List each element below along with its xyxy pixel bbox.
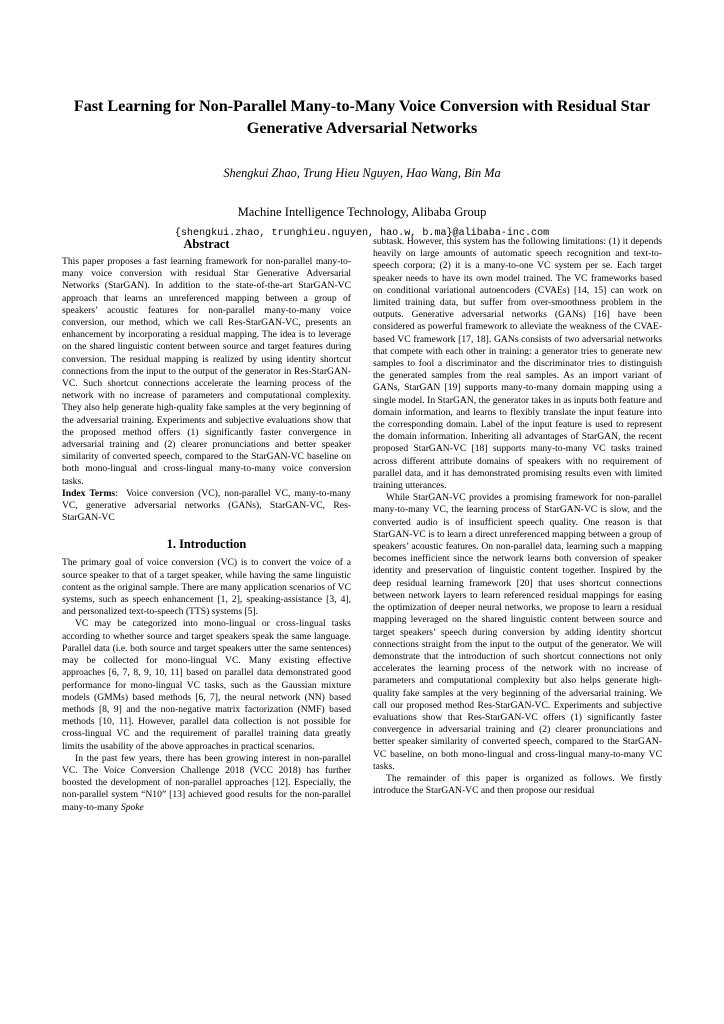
- left-column: [62, 236, 351, 916]
- intro-paragraph-1: The primary goal of voice conversion (VC) is to convert the voice of a source speaker to that of a target speaker, while having the same linguistic content as the original sample. There are many application scenarios of VC systems, such as speech enhancement [1, 2], speaking-assistance [3, 4], and personalized text-to-speech (TTS) systems [5].: [62, 557, 351, 618]
- intro-paragraph-5: The remainder of this paper is organized as follows. We firstly introduce the StarGAN-VC and then propose our residual: [373, 772, 662, 797]
- index-terms: [62, 488, 351, 525]
- right-column: [373, 236, 662, 916]
- intro-paragraph-3-left: [62, 753, 351, 814]
- abstract-text: This paper proposes a fast learning framework for non-parallel many-to-many voice conversion with residual Star Generative Adversarial Networks (StarGAN). In addition to the state-of-the-art StarGAN-VC approach that learns an unreferenced mapping between a group of speakers’ acoustic features for non-parallel many-to-many voice conversion, our method, which we call Res-StarGAN-VC, presents an enhancement by incorporating a residual mapping. The idea is to leverage on the shared linguistic content between source and target features during conversion. The residual mapping is realized by using identity shortcut connections from the input to the output of the generator in Res-StarGAN-VC. Such shortcut connections accelerate the learning process of the network with no increase of parameters and computational complexity. They also help generate high-quality fake samples at the very beginning of the adversarial training. Experiments and subjective evaluations show that the proposed method offers (1) significantly faster convergence in adversarial training and (2) clearer pronunciations and better speaker similarity of converted speech, compared to the StarGAN-VC baseline on both mono-lingual and cross-lingual many-to-many voice conversion tasks.: [62, 256, 351, 487]
- spoke-italic: Spoke: [120, 801, 144, 813]
- index-terms-label: Index Terms: [62, 487, 116, 499]
- paper-header: [62, 96, 662, 241]
- abstract-heading: Abstract: [183, 237, 230, 251]
- body-columns: [62, 236, 662, 916]
- page-title: Fast Learning for Non-Parallel Many-to-Many Voice Conversion with Residual Star Generative Adversarial Networks: [73, 97, 651, 137]
- intro-paragraph-2: VC may be categorized into mono-lingual or cross-lingual tasks according to whether source and target speakers speak the same language. Parallel data (i.e. both source and target speakers utter the same sentences) may be collected for mono-lingual VC. Many existing effective approaches [6, 7, 8, 9, 10, 11] based on parallel data demonstrated good performance for mono-lingual VC tasks, such as the Gaussian mixture models (GMMs) based methods [6, 7], the neural network (NN) based methods [8, 9] and the non-negative matrix factorization (NMF) based methods [10, 11]. However, parallel data collection is not possible for cross-lingual VC and the requirement of parallel training data greatly limits the usability of the above approaches in practical scenarios.: [62, 618, 351, 752]
- index-terms-text: Voice conversion (VC), non-parallel VC, many-to-many VC, generative adversarial networks (GANs), StarGAN-VC, Res-StarGAN-VC: [62, 487, 351, 524]
- author-list: Shengkui Zhao, Trung Hieu Nguyen, Hao Wang, Bin Ma: [223, 166, 501, 180]
- contact-email: {shengkui.zhao, trunghieu.nguyen, hao.w, b.ma}@alibaba-inc.com: [174, 228, 550, 239]
- affiliation: Machine Intelligence Technology, Alibaba Group: [237, 205, 487, 219]
- introduction-heading: 1. Introduction: [166, 537, 247, 552]
- intro-paragraph-3-right: subtask. However, this system has the following limitations: (1) it depends heavily on large amounts of automatic speech recognition and text-to-speech corpora; (2) it is a many-to-one VC system per se. Each target speaker needs to have its own model trained. The VC frameworks based on conditional variational autoencoders (CVAEs) [14, 15] can work on limited training data, but suffer from over-smoothness problem in the outputs. Generative adversarial networks (GANs) [16] have been considered as powerful framework to alleviate the weakness of the CVAE-based VC framework [17, 18]. GANs consists of two adversarial networks that compete with each other in training: a generator tries to generate new samples to fool a discriminator and the discriminator tries to distinguish the generated samples from the real samples. As an import variant of GANs, StarGAN [19] supports many-to-many domain mapping using a single model. In StarGAN, the generator takes in as inputs both feature and domain information, and learns to flexibly translate the input feature into the corresponding domain. Label of the input feature is used to represent the domain information. Inheriting all advantages of StarGAN, the recent proposed StarGAN-VC [18] supports many-to-many VC tasks trained across different attribute domains of speakers with no requirement of parallel data, and it has demonstrated promising results even with limited training utterances.: [373, 236, 662, 492]
- index-terms-separator: :: [115, 487, 118, 499]
- intro-paragraph-4: While StarGAN-VC provides a promising framework for non-parallel many-to-many VC, the learning process of StarGAN-VC is slow, and the converted audio is of insufficient speech quality. One reason is that StarGAN-VC is to learn a direct unreferenced mapping between a group of speakers’ acoustic features. On non-parallel data, learning such a mapping becomes inefficient since the network learns both conversion of speaker identity and preservation of linguistic content together. Inspired by the deep residual learning framework [20] that uses shortcut connections between network layers to learn referenced residual mappings for easing the optimization of deeper neural networks, we propose to learn a residual mapping leveraged on the shared linguistic content between source and target speakers’ speech during conversion by adding identity shortcut connections straight from the input to the output of the generator. We will demonstrate that the introduction of such shortcut connections not only accelerates the learning process of the network with no increase of parameters and computational complexity but also helps generate high-quality fake samples at the very beginning of the adversarial training. We call our proposed method Res-StarGAN-VC. Experiments and subjective evaluations show that Res-StarGAN-VC offers (1) significantly faster convergence in adversarial training and (2) clearer pronunciations and better speaker similarity of converted speech, compared to the StarGAN-VC baseline, on both mono-lingual and cross-lingual many-to-many VC tasks.: [373, 492, 662, 772]
- intro-paragraph-3-text: In the past few years, there has been growing interest in non-parallel VC. The Voice Conversion Challenge 2018 (VCC 2018) has further boosted the development of non-parallel approaches [12]. Especially, the non-parallel system “N10” [13] achieved good results for the non-parallel many-to-many: [62, 752, 351, 813]
